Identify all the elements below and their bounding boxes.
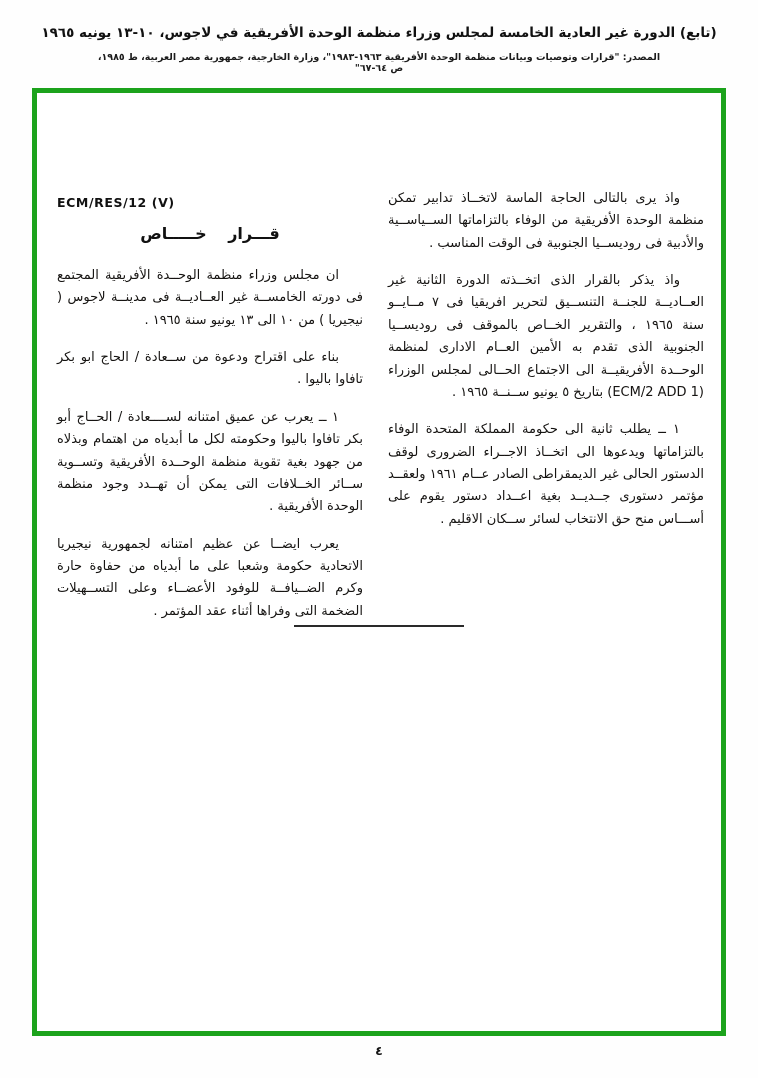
paragraph: بناء على اقتراح ودعوة من ســعادة / الحاج ابو بكر تافاوا باليوا . [57, 350, 363, 388]
header-title: (تابع) الدورة غير العادية الخامسة لمجلس وزراء منظمة الوحدة الأفريقية في لاجوس، ١٠-١٣ يونيه ١٩٦٥ [41, 25, 717, 41]
paragraph: ان مجلس وزراء منظمة الوحــدة الأفريقية المجتمع فى دورته الخامســة غير العــاديــة فى مدينــة لاجوس ( نيجيريا ) من ١٠ الى ١٣ يونيو سنة ١٩٦٥ . [57, 268, 363, 328]
paragraph: ١ ــ يطلب ثانية الى حكومة المملكة المتحدة الوفاء بالتزاماتها ويدعوها الى اتخــاذ الاجــراء الضرورى لوقف الدستور الحالى غير الديمقراطى الصادر عــام ١٩٦١ ولعقــد مؤتمر دستورى جــديــد بغية اعــداد دستور يقوم على أســـاس منح حق الانتخاب لسائر ســكان الاقليم . [388, 422, 704, 527]
header-source: المصدر: "قرارات وتوصيات وبيانات منظمة الوحدة الأفريقية ١٩٦٣-١٩٨٣"، وزارة الخارجية، جمهورية مصر العربية، ط ١٩٨٥، ص ٦٤-٦٧" [97, 51, 661, 74]
divider-line [294, 625, 464, 627]
left-column [57, 195, 363, 638]
paragraph: يعرب ايضــا عن عظيم امتنانه لجمهورية نيجيريا الاتحادية حكومة وشعبا على ما أبدياه من حفاوة حارة وكرم الضــيافــة للوفود الأعضــاء وعلى التســهيلات الضخمة التى وفراها أثناء عقد المؤتمر . [57, 536, 363, 619]
right-column [388, 188, 704, 546]
document-frame [32, 88, 726, 1036]
paragraph: واذ يذكر بالقرار الذى اتخــذته الدورة الثانية غير العــاديــة للجنــة التنســيق لتحرير افريقيا فى ٧ مــايــو سنة ١٩٦٥ ، والتقرير الخــاص بالموقف فى روديســيا الجنوبية الذى تقدم به الأمين العــام الادارى لمنظمة الوحــدة الأفريقيــة الى الاجتماع الحــالى لمجلس الوزراء (ECM/2 ADD 1) بتاريخ ٥ يونيو ســنــة ١٩٦٥ . [388, 273, 705, 400]
document-reference: ECM/RES/12 (V) [57, 195, 175, 210]
page-header [0, 24, 758, 74]
page-number: ٤ [375, 1043, 383, 1058]
paragraph: واذ يرى بالتالى الحاجة الماسة لاتخــاذ تدابير تمكن منظمة الوحدة الأفريقية من الوفاء بالتزاماتها الســياســية والأدبية فى روديســيا الجنوبية فى الوقت المناسب . [388, 191, 704, 251]
resolution-title: قـــرار خـــــاص [140, 224, 280, 243]
paragraph: ١ ــ يعرب عن عميق امتنانه لســــعادة / الحــاج أبو بكر تافاوا باليوا وحكومته لكل ما أبدياه من اهتمام وبذلاه من جهود بغية تقوية منظمة الوحــدة الأفريقية وتســوية ســائر الخــلافات التى يمكن أن تهــدد وجود منظمة الوحدة الأفريقية . [57, 409, 363, 515]
